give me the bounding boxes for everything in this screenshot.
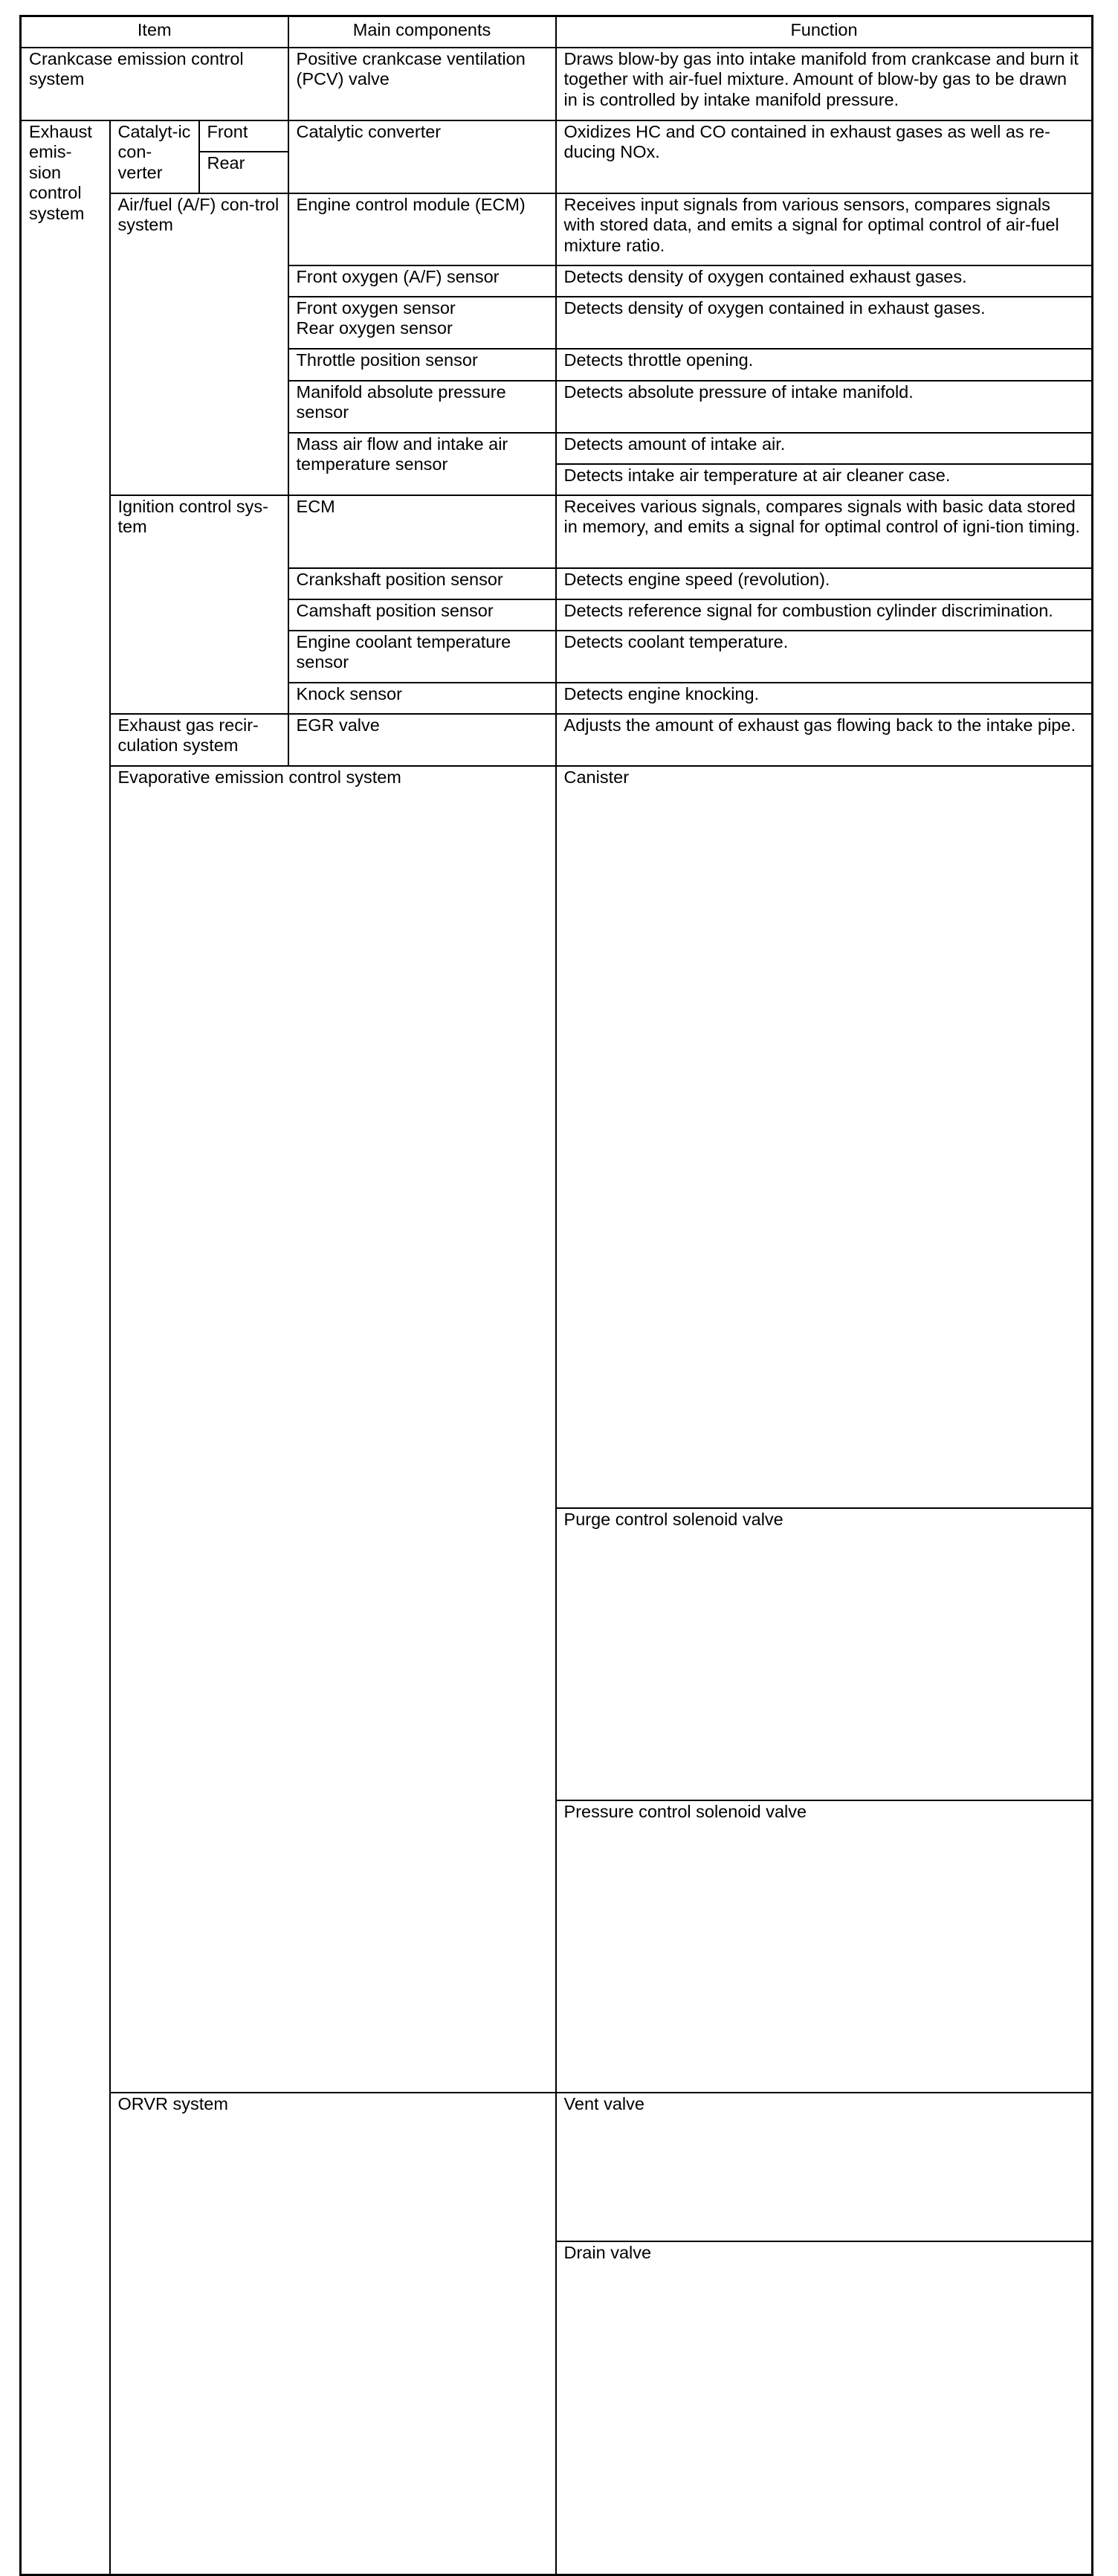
component-cell: Throttle position sensor bbox=[288, 349, 556, 381]
component-cell: Pressure control solenoid valve bbox=[556, 1800, 1093, 2093]
function-cell: Detects engine speed (revolution). bbox=[556, 568, 1093, 599]
function-cell: Detects intake air temperature at air cleaner case. bbox=[556, 464, 1093, 495]
item-evaporative-emission: Evaporative emission control system bbox=[110, 766, 556, 2093]
function-cell: Adjusts the amount of exhaust gas flowing back to the intake pipe. bbox=[556, 714, 1093, 766]
table-row bbox=[21, 766, 1093, 1508]
table-row bbox=[21, 48, 1093, 120]
function-cell: Detects coolant temperature. bbox=[556, 631, 1093, 683]
table-row bbox=[21, 714, 1093, 766]
component-cell: Crankshaft position sensor bbox=[288, 568, 556, 599]
subitem-ignition-control: Ignition control sys-tem bbox=[110, 495, 288, 714]
component-cell bbox=[288, 297, 556, 349]
item-exhaust-emission: Exhaust emis-sion control system bbox=[21, 120, 110, 2575]
component-line: Front oxygen sensor bbox=[296, 297, 456, 318]
function-cell: Receives input signals from various sensors, compares signals with stored data, and emits a signal for optimal control of air-fuel mixture ratio. bbox=[556, 193, 1093, 265]
component-cell: Mass air flow and intake air temperature sensor bbox=[288, 433, 556, 495]
component-cell: Camshaft position sensor bbox=[288, 599, 556, 631]
component-cell: Front oxygen (A/F) sensor bbox=[288, 265, 556, 297]
function-cell: Draws blow-by gas into intake manifold from crankcase and burn it together with air-fuel mixture. Amount of blow-by gas to be drawn in is controlled by intake manifold pressure. bbox=[556, 48, 1093, 120]
component-cell: Knock sensor bbox=[288, 683, 556, 714]
function-cell: Detects amount of intake air. bbox=[556, 433, 1093, 464]
function-cell: Detects absolute pressure of intake manifold. bbox=[556, 381, 1093, 433]
component-cell: Purge control solenoid valve bbox=[556, 1508, 1093, 1800]
component-cell: Engine coolant temperature sensor bbox=[288, 631, 556, 683]
component-cell: Drain valve bbox=[556, 2241, 1093, 2575]
header-function: Function bbox=[556, 16, 1093, 48]
component-cell: Positive crankcase ventilation (PCV) valve bbox=[288, 48, 556, 120]
table-row bbox=[21, 120, 1093, 152]
function-cell: Receives various signals, compares signals with basic data stored in memory, and emits a signal for optimal control of igni-tion timing. bbox=[556, 495, 1093, 568]
catalytic-front: Front bbox=[199, 120, 288, 152]
subitem-catalytic-converter: Catalyt-ic con-verter bbox=[110, 120, 199, 193]
item-orvr: ORVR system bbox=[110, 2093, 556, 2575]
function-cell: Detects throttle opening. bbox=[556, 349, 1093, 381]
component-cell: Vent valve bbox=[556, 2093, 1093, 2242]
component-cell: Engine control module (ECM) bbox=[288, 193, 556, 265]
function-cell: Detects density of oxygen contained in exhaust gases. bbox=[556, 297, 1093, 349]
header-item: Item bbox=[21, 16, 288, 48]
function-cell: Oxidizes HC and CO contained in exhaust gases as well as re-ducing NOx. bbox=[556, 120, 1093, 193]
component-line: Rear oxygen sensor bbox=[296, 318, 453, 338]
component-cell: Catalytic converter bbox=[288, 120, 556, 193]
item-crankcase: Crankcase emission control system bbox=[21, 48, 288, 120]
function-cell: Detects density of oxygen contained exhaust gases. bbox=[556, 265, 1093, 297]
component-cell: ECM bbox=[288, 495, 556, 568]
subitem-egr: Exhaust gas recir-culation system bbox=[110, 714, 288, 766]
component-cell: Manifold absolute pressure sensor bbox=[288, 381, 556, 433]
function-cell: Detects reference signal for combustion cylinder discrimination. bbox=[556, 599, 1093, 631]
component-cell: EGR valve bbox=[288, 714, 556, 766]
header-main-components: Main components bbox=[288, 16, 556, 48]
component-cell: Canister bbox=[556, 766, 1093, 1508]
header-row bbox=[21, 16, 1093, 48]
table-row bbox=[21, 495, 1093, 568]
table-row bbox=[21, 2093, 1093, 2242]
function-cell: Detects engine knocking. bbox=[556, 683, 1093, 714]
subitem-af-control: Air/fuel (A/F) con-trol system bbox=[110, 193, 288, 495]
catalytic-rear: Rear bbox=[199, 152, 288, 193]
table-row bbox=[21, 193, 1093, 265]
emission-system-table bbox=[19, 15, 1093, 2576]
emission-system-table-frame bbox=[19, 15, 1091, 2576]
